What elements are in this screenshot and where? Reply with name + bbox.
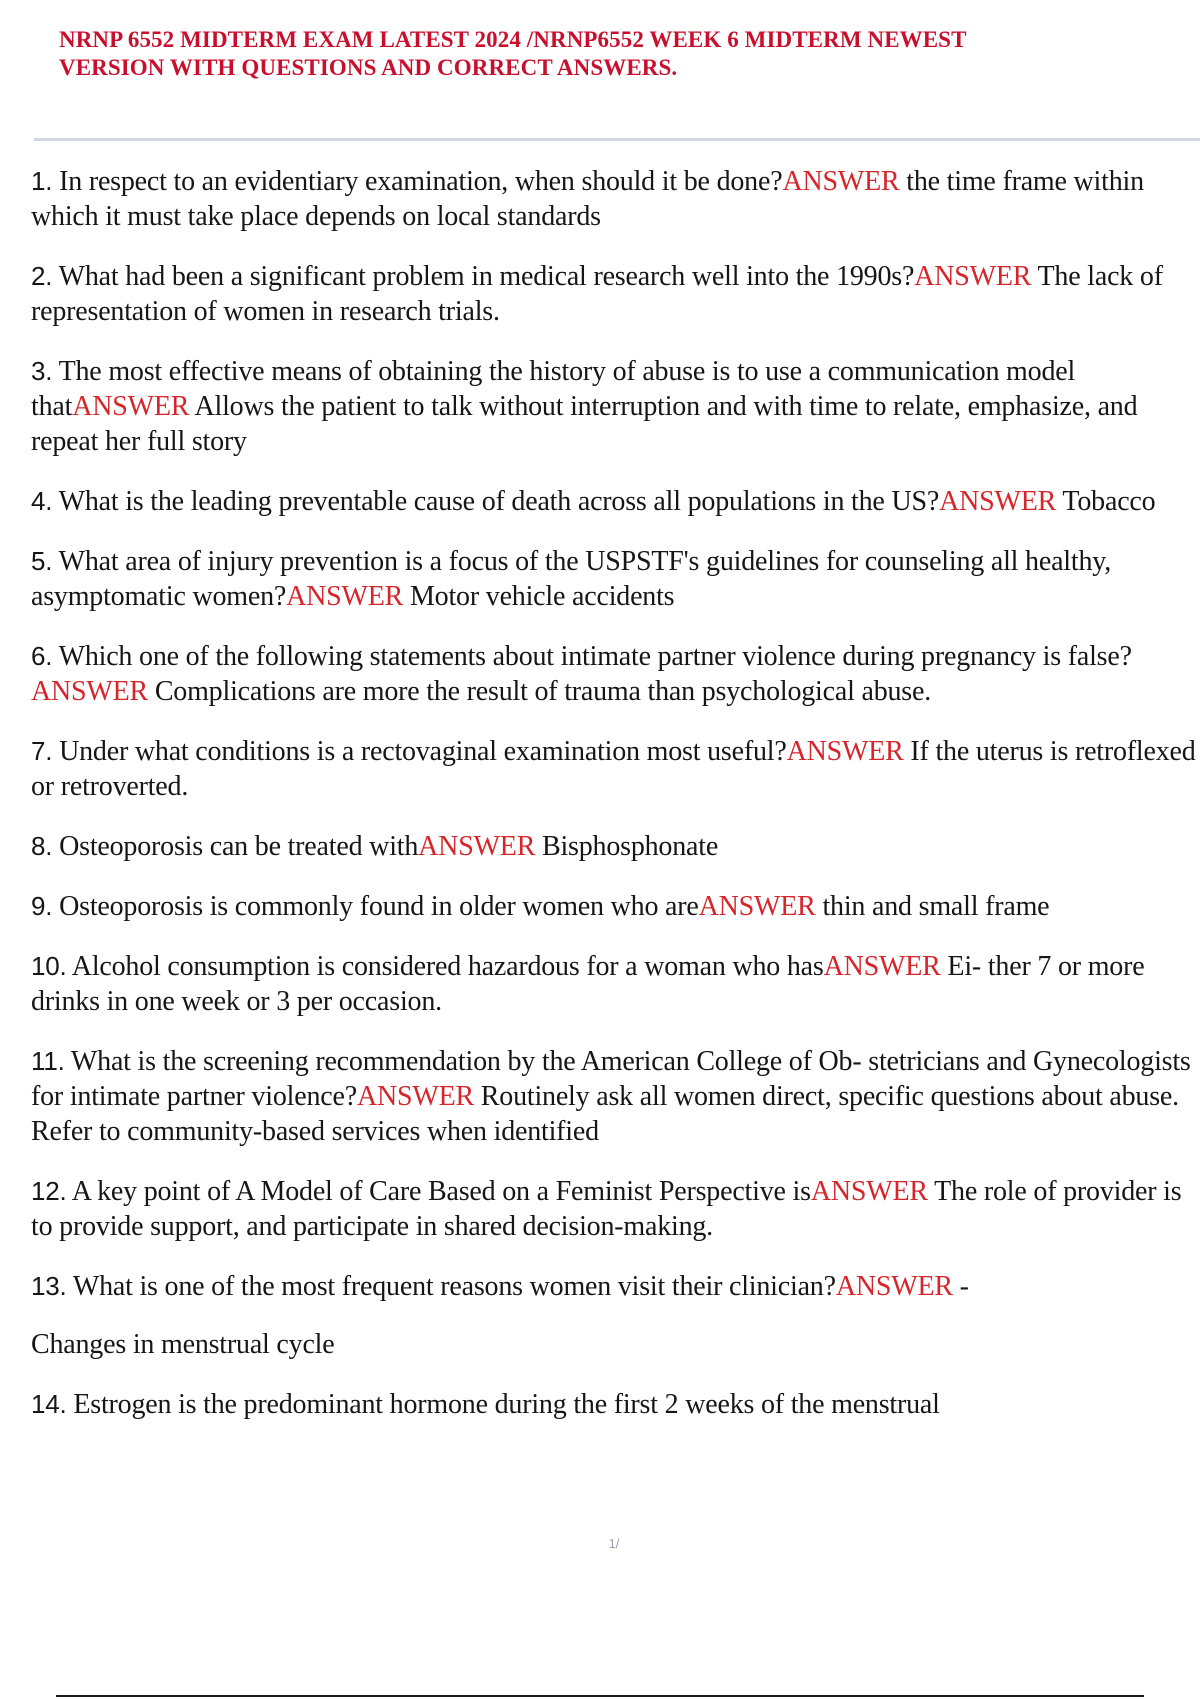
footer-divider bbox=[56, 1695, 1144, 1697]
answer-text: Ei- ther 7 or more drinks in one week or 3 per occasion. bbox=[31, 951, 1145, 1017]
question-item-6 bbox=[31, 639, 1199, 709]
question-number: 7. bbox=[31, 736, 53, 766]
answer-text: the time frame within which it must take place depends on local standards bbox=[31, 166, 1144, 232]
question-item-14 bbox=[31, 1387, 1199, 1422]
question-number: 6. bbox=[31, 641, 53, 671]
question-number: 4. bbox=[31, 486, 53, 516]
question-item-7 bbox=[31, 734, 1199, 804]
answer-marker: ANSWER bbox=[698, 891, 816, 922]
answer-text: The role of provider is to provide support, and participate in shared decision-making. bbox=[31, 1176, 1182, 1242]
answer-text: Allows the patient to talk without interruption and with time to relate, emphasize, and repeat her full story bbox=[31, 391, 1138, 457]
title-line-2: VERSION WITH QUESTIONS AND CORRECT ANSWERS. bbox=[59, 55, 678, 80]
title-line-1: NRNP 6552 MIDTERM EXAM LATEST 2024 /NRNP6552 WEEK 6 MIDTERM NEWEST bbox=[59, 27, 967, 52]
question-number: 14. bbox=[31, 1389, 67, 1419]
question-text: What is one of the most frequent reasons women visit their clinician? bbox=[66, 1271, 836, 1302]
question-number: 11. bbox=[31, 1046, 65, 1076]
question-number: 5. bbox=[31, 546, 53, 576]
question-number: 13. bbox=[31, 1271, 67, 1301]
answer-marker: ANSWER bbox=[914, 261, 1032, 292]
question-list bbox=[31, 164, 1199, 1447]
answer-marker: ANSWER bbox=[356, 1081, 474, 1112]
answer-text: Routinely ask all women direct, specific questions about abuse. Refer to community-based services when identified bbox=[31, 1081, 1179, 1147]
answer-text: Changes in menstrual cycle bbox=[31, 1329, 335, 1360]
answer-text: Motor vehicle accidents bbox=[403, 581, 675, 612]
answer-marker: ANSWER bbox=[810, 1176, 928, 1207]
answer-text: If the uterus is retroflexed or retroverted. bbox=[31, 736, 1196, 802]
question-number: 2. bbox=[31, 261, 53, 291]
question-text: What is the screening recommendation by the American College of Ob- stetricians and Gynecologists for intimate partner violence? bbox=[31, 1046, 1191, 1112]
question-item-9 bbox=[31, 889, 1199, 924]
answer-marker: ANSWER bbox=[72, 391, 190, 422]
question-text: Under what conditions is a rectovaginal examination most useful? bbox=[52, 736, 787, 767]
question-text: Osteoporosis can be treated with bbox=[52, 831, 419, 862]
question-text: Alcohol consumption is considered hazardous for a woman who has bbox=[66, 951, 824, 982]
question-number: 10. bbox=[31, 951, 67, 981]
question-item-8 bbox=[31, 829, 1199, 864]
answer-marker: ANSWER bbox=[835, 1271, 953, 1302]
answer-marker: ANSWER bbox=[418, 831, 536, 862]
question-item-4 bbox=[31, 484, 1199, 519]
document-title bbox=[59, 26, 1079, 82]
question-text: The most effective means of obtaining the history of abuse is to use a communication model that bbox=[31, 356, 1076, 422]
answer-text: Tobacco bbox=[1056, 486, 1156, 517]
answer-text: Complications are more the result of trauma than psychological abuse. bbox=[148, 676, 932, 707]
question-item-13 bbox=[31, 1269, 1199, 1362]
page-number: 1/ bbox=[608, 1536, 620, 1551]
question-item-11 bbox=[31, 1044, 1199, 1149]
answer-suffix: - bbox=[952, 1271, 969, 1302]
question-number: 3. bbox=[31, 356, 53, 386]
question-number: 8. bbox=[31, 831, 53, 861]
question-item-5 bbox=[31, 544, 1199, 614]
question-number: 9. bbox=[31, 891, 53, 921]
question-number: 1. bbox=[31, 166, 53, 196]
question-number: 12. bbox=[31, 1176, 67, 1206]
question-text: What had been a significant problem in medical research well into the 1990s? bbox=[52, 261, 915, 292]
question-text: What area of injury prevention is a focus of the USPSTF's guidelines for counseling all healthy, asymptomatic women? bbox=[31, 546, 1112, 612]
header-divider bbox=[34, 138, 1200, 141]
question-item-1 bbox=[31, 164, 1199, 234]
answer-text: The lack of representation of women in research trials. bbox=[31, 261, 1163, 327]
answer-marker: ANSWER bbox=[786, 736, 904, 767]
question-item-12 bbox=[31, 1174, 1199, 1244]
answer-marker: ANSWER bbox=[823, 951, 941, 982]
answer-text: Bisphosphonate bbox=[535, 831, 719, 862]
answer-marker: ANSWER bbox=[286, 581, 404, 612]
answer-marker: ANSWER bbox=[782, 166, 900, 197]
question-item-10 bbox=[31, 949, 1199, 1019]
answer-text: thin and small frame bbox=[815, 891, 1050, 922]
question-text: What is the leading preventable cause of death across all populations in the US? bbox=[52, 486, 940, 517]
question-item-2 bbox=[31, 259, 1199, 329]
question-text: Which one of the following statements about intimate partner violence during pregnancy is false? bbox=[52, 641, 1132, 672]
question-item-3 bbox=[31, 354, 1199, 459]
answer-marker: ANSWER bbox=[31, 676, 149, 707]
question-text: In respect to an evidentiary examination, when should it be done? bbox=[52, 166, 783, 197]
question-text: Osteoporosis is commonly found in older women who are bbox=[52, 891, 699, 922]
answer-marker: ANSWER bbox=[939, 486, 1057, 517]
question-text: A key point of A Model of Care Based on a Feminist Perspective is bbox=[66, 1176, 811, 1207]
question-text: Estrogen is the predominant hormone during the first 2 weeks of the menstrual bbox=[66, 1389, 940, 1420]
